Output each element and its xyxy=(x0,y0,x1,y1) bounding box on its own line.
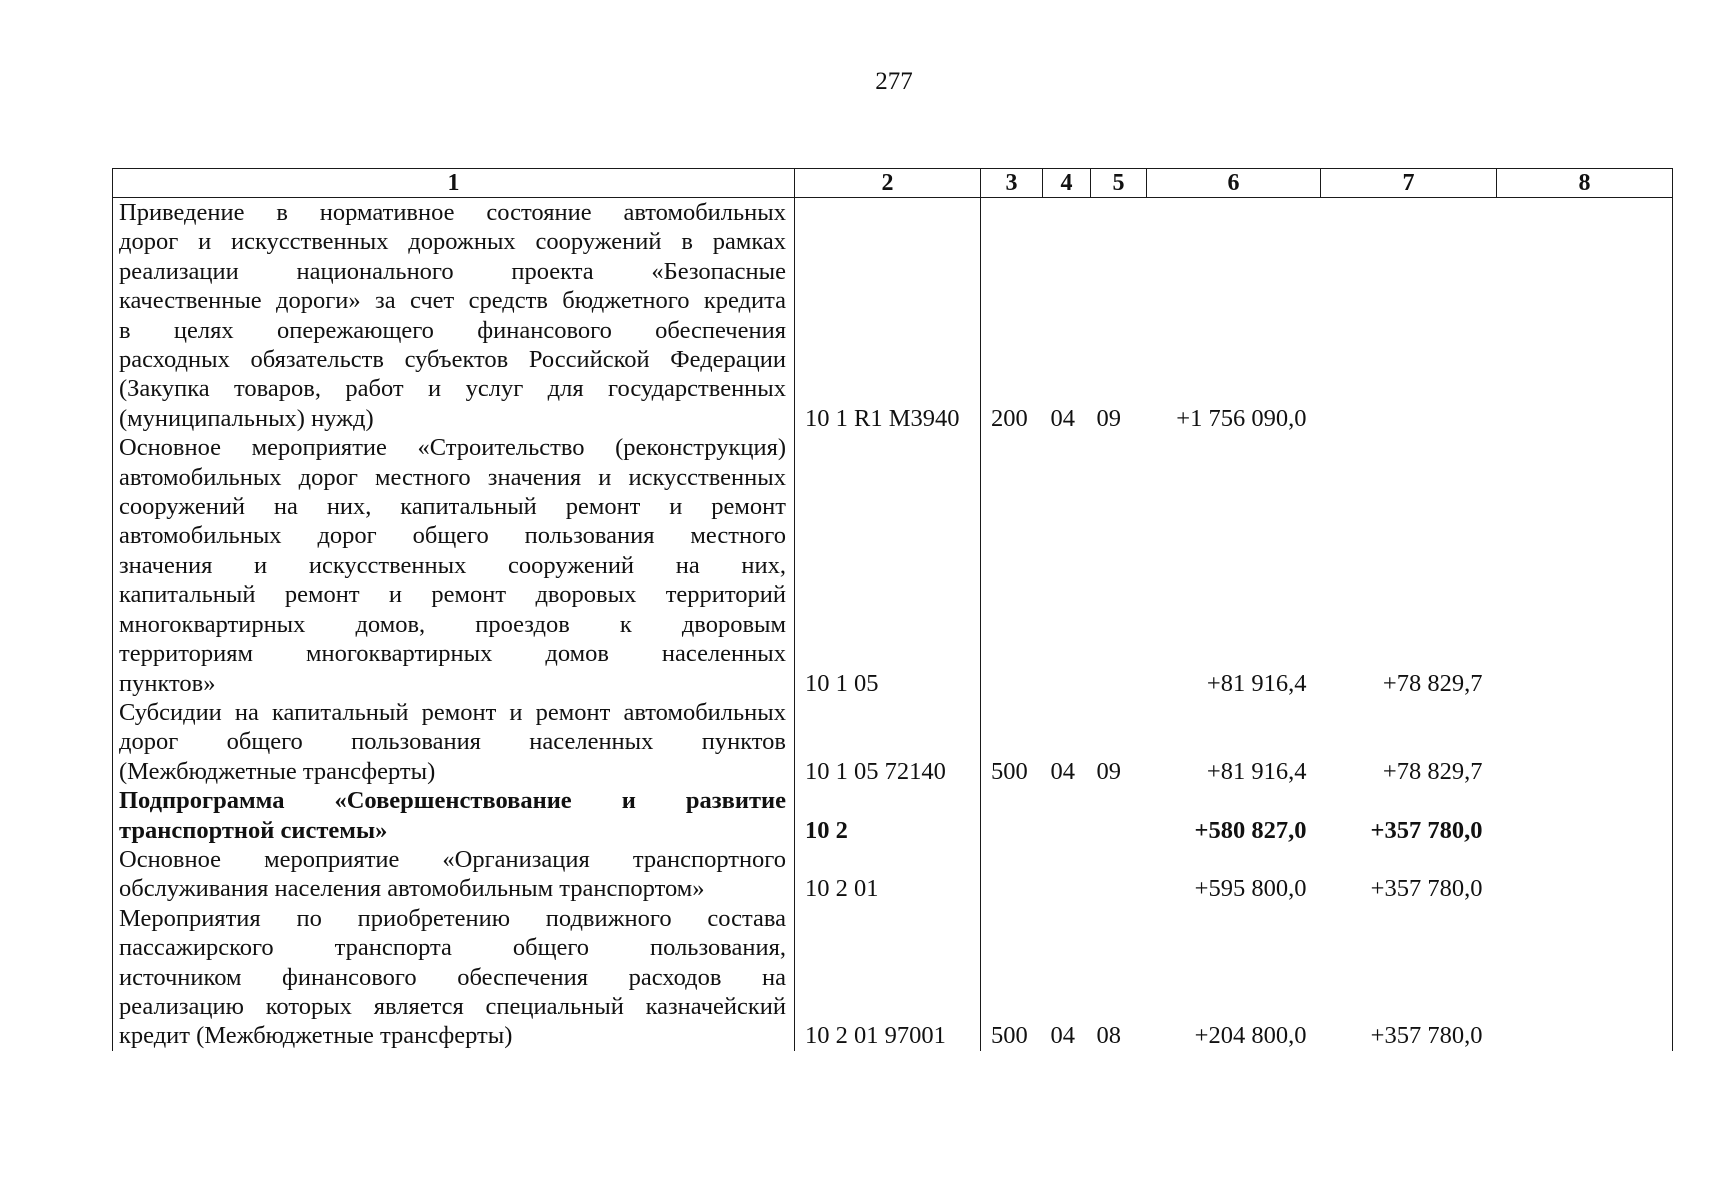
description-line: Мероприятия по приобретению подвижного состава xyxy=(119,904,786,932)
row-section xyxy=(1043,845,1091,904)
description-line: автомобильных дорог местного значения и искусственных xyxy=(119,463,786,491)
row-section: 04 xyxy=(1050,1022,1075,1050)
row-amount-col8 xyxy=(1497,698,1673,786)
row-description xyxy=(113,904,795,1051)
row-section: 04 xyxy=(1050,404,1075,432)
row-expense-type xyxy=(981,845,1043,904)
row-code: 10 2 01 xyxy=(795,845,981,904)
row-amount-col6: +204 800,0 xyxy=(1194,1022,1307,1050)
header-col-5: 5 xyxy=(1091,169,1147,198)
description-line: качественные дороги» за счет средств бюджетного кредита xyxy=(119,287,786,315)
row-subsection xyxy=(1091,786,1147,845)
row-expense-type: 500 xyxy=(991,1022,1028,1050)
row-amount-col6: +1 756 090,0 xyxy=(1176,404,1307,432)
table-row xyxy=(113,786,1673,845)
description-line: пассажирского транспорта общего пользования, xyxy=(119,934,786,962)
description-line: значения и искусственных сооружений на них, xyxy=(119,551,786,579)
row-amount-col7: +78 829,7 xyxy=(1382,757,1483,785)
row-subsection: 09 xyxy=(1096,404,1121,432)
row-code: 10 1 05 xyxy=(795,433,981,698)
row-description xyxy=(113,845,795,904)
description-line: автомобильных дорог общего пользования местного xyxy=(119,522,786,550)
description-line: Субсидии на капитальный ремонт и ремонт автомобильных xyxy=(119,698,786,726)
row-amount-col6: +81 916,4 xyxy=(1206,757,1307,785)
table-body xyxy=(113,198,1673,1051)
header-col-3: 3 xyxy=(981,169,1043,198)
row-code: 10 1 05 72140 xyxy=(795,698,981,786)
table-row xyxy=(113,198,1673,434)
row-expense-type: 500 xyxy=(991,757,1028,785)
header-col-6: 6 xyxy=(1147,169,1321,198)
row-amount-col6: +595 800,0 xyxy=(1194,875,1307,903)
description-line: Подпрограмма «Совершенствование и развитие xyxy=(119,787,786,815)
row-description xyxy=(113,198,795,434)
header-col-8: 8 xyxy=(1497,169,1673,198)
row-subsection: 09 xyxy=(1096,757,1121,785)
row-subsection: 08 xyxy=(1096,1022,1121,1050)
description-line: в целях опережающего финансового обеспечения xyxy=(119,316,786,344)
description-line: (Закупка товаров, работ и услуг для государственных xyxy=(119,375,786,403)
row-subsection xyxy=(1091,433,1147,698)
description-line: территориям многоквартирных домов населенных xyxy=(119,640,786,668)
row-amount-col8 xyxy=(1497,433,1673,698)
description-line: дорог и искусственных дорожных сооружений в рамках xyxy=(119,228,786,256)
row-subsection xyxy=(1091,845,1147,904)
description-line: обслуживания населения автомобильным транспортом» xyxy=(119,875,705,903)
row-amount-col7 xyxy=(1321,198,1497,434)
row-description xyxy=(113,433,795,698)
row-code: 10 2 01 97001 xyxy=(795,904,981,1051)
description-line: (муниципальных) нужд) xyxy=(119,404,374,432)
row-amount-col8 xyxy=(1497,904,1673,1051)
row-section: 04 xyxy=(1050,757,1075,785)
row-amount-col8 xyxy=(1497,198,1673,434)
row-amount-col6: +580 827,0 xyxy=(1194,816,1307,844)
row-amount-col7: +78 829,7 xyxy=(1382,669,1483,697)
description-line: реализацию которых является специальный казначейский xyxy=(119,992,786,1020)
description-line: транспортной системы» xyxy=(119,816,388,844)
description-line: капитальный ремонт и ремонт дворовых территорий xyxy=(119,581,786,609)
description-line: Приведение в нормативное состояние автомобильных xyxy=(119,199,786,226)
description-line: реализации национального проекта «Безопасные xyxy=(119,257,786,285)
table-row xyxy=(113,904,1673,1051)
budget-table xyxy=(112,168,1673,1051)
description-line: дорог общего пользования населенных пунктов xyxy=(119,728,786,756)
page-number: 277 xyxy=(875,68,913,95)
header-row xyxy=(113,169,1673,198)
table-row xyxy=(113,433,1673,698)
header-col-2: 2 xyxy=(795,169,981,198)
row-description xyxy=(113,698,795,786)
row-expense-type xyxy=(981,786,1043,845)
row-description xyxy=(113,786,795,845)
table-row xyxy=(113,698,1673,786)
header-col-4: 4 xyxy=(1043,169,1091,198)
row-amount-col8 xyxy=(1497,845,1673,904)
row-expense-type xyxy=(981,433,1043,698)
header-col-7: 7 xyxy=(1321,169,1497,198)
description-line: кредит (Межбюджетные трансферты) xyxy=(119,1022,513,1050)
row-expense-type: 200 xyxy=(991,404,1028,432)
row-amount-col7: +357 780,0 xyxy=(1370,1022,1483,1050)
row-section xyxy=(1043,433,1091,698)
row-amount-col8 xyxy=(1497,786,1673,845)
description-line: (Межбюджетные трансферты) xyxy=(119,757,436,785)
description-line: пунктов» xyxy=(119,669,216,697)
table-header xyxy=(113,169,1673,198)
row-amount-col7: +357 780,0 xyxy=(1370,875,1483,903)
row-amount-col6: +81 916,4 xyxy=(1206,669,1307,697)
description-line: расходных обязательств субъектов Российской Федерации xyxy=(119,346,786,374)
description-line: Основное мероприятие «Организация транспортного xyxy=(119,845,786,873)
row-code: 10 1 R1 M3940 xyxy=(795,198,981,434)
row-code: 10 2 xyxy=(795,786,981,845)
description-line: многоквартирных домов, проездов к дворовым xyxy=(119,610,786,638)
description-line: сооружений на них, капитальный ремонт и ремонт xyxy=(119,493,786,521)
description-line: Основное мероприятие «Строительство (реконструкция) xyxy=(119,434,786,462)
description-line: источником финансового обеспечения расходов на xyxy=(119,963,786,991)
header-col-1: 1 xyxy=(113,169,795,198)
row-amount-col7: +357 780,0 xyxy=(1370,816,1483,844)
table-row xyxy=(113,845,1673,904)
row-section xyxy=(1043,786,1091,845)
